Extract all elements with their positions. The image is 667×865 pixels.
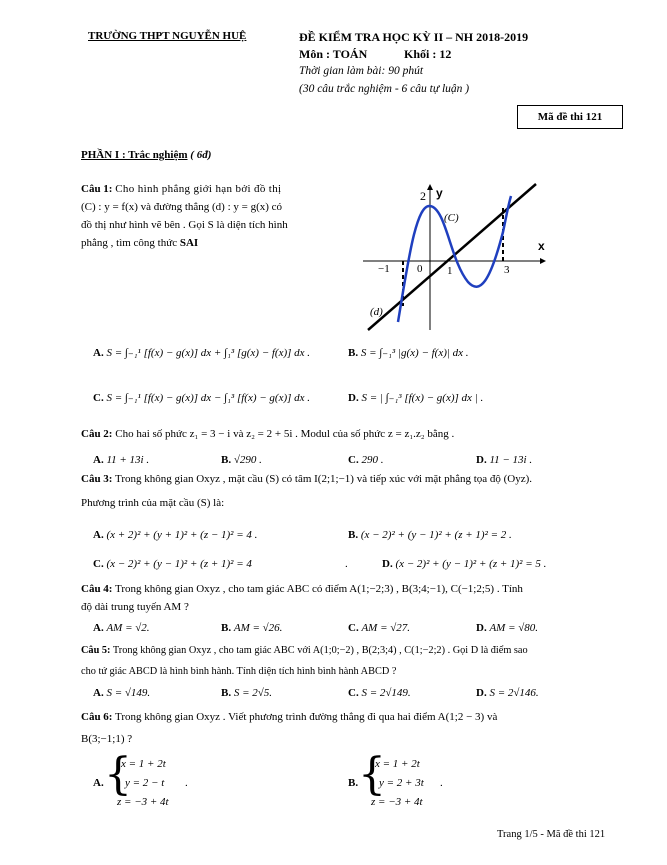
q1-label: Câu 1: — [81, 183, 113, 195]
q4-stem1 — [81, 583, 523, 595]
q2-a-text: 11 + 13i . — [106, 454, 150, 466]
opt-letter: D. — [476, 622, 487, 634]
q4-b-text: AM = √26. — [233, 622, 283, 634]
q3-d-text: (x − 2)² + (y − 1)² + (z + 1)² = 5 . — [395, 558, 547, 570]
opt-letter: C. — [348, 622, 359, 634]
exam-time: Thời gian làm bài: 90 phút — [299, 65, 424, 77]
q1-line1 — [81, 183, 281, 195]
q6-option-b-letter[interactable]: B. — [348, 777, 359, 789]
exam-code: Mã đề thi 121 — [537, 111, 603, 123]
q1-sai: SAI — [179, 237, 199, 249]
tick-0: 0 — [417, 263, 423, 275]
q1-b-text: S = ∫₋₁³ |g(x) − f(x)| dx . — [360, 347, 469, 359]
exam-code-box — [517, 105, 623, 129]
opt-letter: C. — [348, 687, 359, 699]
q6-text1: Trong không gian Oxyz . Viết phương trình đường thẳng đi qua hai điểm A(1;2 − 3) và — [115, 711, 498, 723]
q2-b-text: √290 . — [233, 454, 262, 466]
part1-points: ( 6đ) — [190, 149, 212, 161]
opt-letter: B. — [221, 454, 232, 466]
y-axis-label: y — [436, 186, 443, 200]
q3-stem1 — [81, 473, 532, 485]
q2-c-text: 290 . — [361, 454, 384, 466]
grade: Khối : 12 — [404, 47, 452, 61]
q4-option-a[interactable] — [93, 622, 150, 634]
q4-d-text: AM = √80. — [489, 622, 539, 634]
school-name: TRƯỜNG THPT NGUYỄN HUỆ — [88, 30, 247, 42]
q5-stem2: cho tứ giác ABCD là hình bình hành. Tính diện tích hình bình hành ABCD ? — [81, 666, 397, 677]
q5-option-a[interactable] — [93, 687, 150, 699]
q5-d-text: S = 2√146. — [489, 687, 539, 699]
q1-line2: (C) : y = f(x) và đường thẳng (d) : y = g(x) có — [81, 201, 283, 213]
q2-label: Câu 2: — [81, 428, 113, 440]
q6-option-a-letter[interactable]: A. — [93, 777, 104, 789]
q4-option-b[interactable] — [221, 622, 282, 634]
opt-letter: B. — [348, 347, 359, 359]
opt-letter: B. — [348, 529, 359, 541]
tick-y2: 2 — [420, 189, 426, 203]
tick-minus1: −1 — [378, 263, 390, 275]
q5-b-text: S = 2√5. — [233, 687, 273, 699]
tick-1: 1 — [447, 265, 453, 277]
line-d — [368, 184, 536, 330]
q3-label: Câu 3: — [81, 473, 113, 485]
q5-stem1 — [81, 645, 528, 656]
tick-3: 3 — [504, 264, 510, 276]
q4-option-c[interactable] — [348, 622, 410, 634]
q3-option-d[interactable] — [382, 558, 546, 570]
opt-letter: D. — [382, 558, 393, 570]
opt-letter: A. — [93, 529, 104, 541]
opt-letter: C. — [93, 392, 104, 404]
q6-b-eq1: x = 1 + 2t — [375, 758, 420, 770]
opt-letter: C. — [348, 454, 359, 466]
part1-heading — [81, 149, 211, 161]
q3-stem2: Phương trình của mặt cầu (S) là: — [81, 497, 225, 509]
q1-c-text: S = ∫₋₁¹ [f(x) − g(x)] dx − ∫₁³ [f(x) − g(x)] dx . — [106, 392, 311, 404]
opt-letter: B. — [221, 687, 232, 699]
q1-option-b[interactable] — [348, 346, 469, 359]
q1-graph — [358, 182, 558, 334]
opt-letter: A. — [93, 454, 104, 466]
q1-text4: phẳng , tìm công thức — [81, 237, 178, 249]
q5-option-d[interactable] — [476, 687, 539, 699]
q1-option-d[interactable] — [348, 391, 483, 404]
q6-a-end: . — [185, 777, 188, 789]
opt-letter: A. — [93, 687, 104, 699]
q1-line4 — [81, 237, 198, 249]
q2-option-b[interactable] — [221, 454, 262, 466]
q6-stem1 — [81, 711, 497, 723]
opt-letter: A. — [93, 347, 104, 359]
q6-b-eq3: z = −3 + 4t — [371, 796, 423, 808]
q5-option-c[interactable] — [348, 687, 411, 699]
q2-option-a[interactable] — [93, 454, 149, 466]
q6-stem2: B(3;−1;1) ? — [81, 733, 133, 745]
x-axis-label: x — [538, 239, 545, 253]
opt-letter: D. — [476, 687, 487, 699]
q5-a-text: S = √149. — [106, 687, 151, 699]
opt-letter: D. — [476, 454, 487, 466]
q2-option-d[interactable] — [476, 454, 532, 466]
q6-a-eq3: z = −3 + 4t — [117, 796, 169, 808]
q5-label: Câu 5: — [81, 645, 111, 656]
q4-text1: Trong không gian Oxyz , cho tam giác ABC có điểm A(1;−2;3) , B(3;4;−1), C(−1;2;5) . Tính — [115, 583, 523, 595]
q5-c-text: S = 2√149. — [361, 687, 411, 699]
opt-letter: C. — [93, 558, 104, 570]
q1-option-a[interactable] — [93, 346, 310, 359]
q3-option-a[interactable] — [93, 529, 257, 541]
q1-a-text: S = ∫₋₁¹ [f(x) − g(x)] dx + ∫₁³ [g(x) − f(x)] dx . — [106, 347, 311, 359]
q4-label: Câu 4: — [81, 583, 113, 595]
q3-c-dot: . — [345, 558, 348, 570]
exam-title: ĐỀ KIỂM TRA HỌC KỲ II – NH 2018-2019 — [299, 30, 529, 44]
q4-a-text: AM = √2. — [106, 622, 150, 634]
q2-option-c[interactable] — [348, 454, 383, 466]
q6-b-brace: { — [358, 749, 386, 800]
q6-a-brace: { — [104, 749, 132, 800]
q3-b-text: (x − 2)² + (y − 1)² + (z + 1)² = 2 . — [360, 529, 512, 541]
q1-d-text: S = | ∫₋₁³ [f(x) − g(x)] dx | . — [361, 392, 484, 404]
q1-line3: đồ thị như hình vẽ bên . Gọi S là diện tích hình — [81, 219, 288, 231]
q3-option-b[interactable] — [348, 529, 512, 541]
q4-c-text: AM = √27. — [361, 622, 411, 634]
q5-option-b[interactable] — [221, 687, 272, 699]
opt-letter: D. — [348, 392, 359, 404]
q6-b-end: . — [440, 777, 443, 789]
q2-d-text: 11 − 13i . — [489, 454, 533, 466]
page-footer: Trang 1/5 - Mã đề thi 121 — [497, 829, 606, 840]
q5-text1: Trong không gian Oxyz , cho tam giác ABC với A(1;0;−2) , B(2;3;4) , C(1;−2;2) . Gọi D là điểm sao — [112, 645, 528, 656]
q6-a-eq2: y = 2 − t — [125, 777, 165, 789]
q4-option-d[interactable] — [476, 622, 538, 634]
line-label: (d) — [370, 306, 383, 318]
q3-c-text: (x − 2)² + (y − 1)² + (z + 1)² = 4 — [106, 558, 252, 570]
q4-stem2: độ dài trung tuyến AM ? — [81, 601, 189, 613]
q2-stem — [81, 428, 454, 440]
q3-text1: Trong không gian Oxyz , mặt cầu (S) có tâm I(2;1;−1) và tiếp xúc với mặt phẳng tọa độ (Oyz). — [115, 473, 533, 485]
subject: Môn : TOÁN — [299, 47, 368, 61]
q3-a-text: (x + 2)² + (y + 1)² + (z − 1)² = 4 . — [106, 529, 258, 541]
curve-label: (C) — [444, 212, 459, 224]
opt-letter: B. — [221, 622, 232, 634]
q1-text1: Cho hình phẳng giới hạn bởi đồ thị — [115, 183, 282, 195]
q3-option-c[interactable] — [93, 558, 252, 570]
q6-a-eq1: x = 1 + 2t — [121, 758, 166, 770]
opt-letter: A. — [93, 622, 104, 634]
q2-text: Cho hai số phức z₁ = 3 − i và z₂ = 2 + 5i . Modul của số phức z = z₁.z₂ bằng . — [115, 428, 455, 440]
q1-option-c[interactable] — [93, 391, 310, 404]
part1-title: PHẦN I : Trắc nghiệm — [81, 149, 188, 161]
q6-label: Câu 6: — [81, 711, 113, 723]
q6-b-eq2: y = 2 + 3t — [379, 777, 424, 789]
exam-structure: (30 câu trắc nghiệm - 6 câu tự luận ) — [299, 83, 470, 95]
